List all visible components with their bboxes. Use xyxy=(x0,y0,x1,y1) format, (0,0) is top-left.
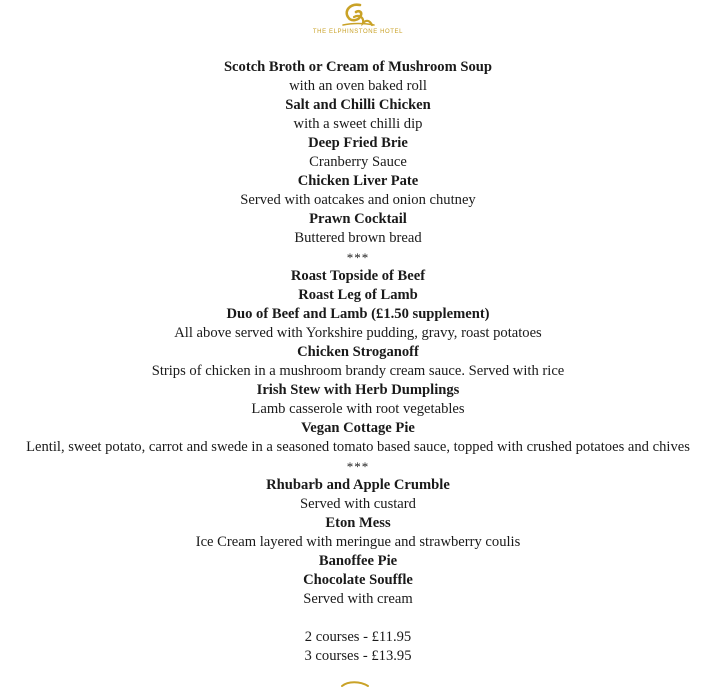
dessert-name: Banoffee Pie xyxy=(318,553,398,569)
course-separator: *** xyxy=(346,459,370,474)
starter-desc: Cranberry Sauce xyxy=(309,154,407,170)
footer-logo-icon xyxy=(340,680,370,688)
starters-section xyxy=(6,58,710,248)
dessert-name: Rhubarb and Apple Crumble xyxy=(266,477,450,493)
starter-desc: Served with oatcakes and onion chutney xyxy=(240,192,476,208)
starter-desc: with an oven baked roll xyxy=(289,78,427,94)
price-line: 3 courses - £13.95 xyxy=(304,648,412,664)
starter-name: Scotch Broth or Cream of Mushroom Soup xyxy=(223,59,493,75)
main-name: Chicken Stroganoff xyxy=(297,344,419,360)
spacer xyxy=(6,609,710,628)
dessert-desc: Ice Cream layered with meringue and strawberry coulis xyxy=(195,534,521,550)
main-desc: Lamb casserole with root vegetables xyxy=(251,401,465,417)
price-line: 2 courses - £11.95 xyxy=(304,629,412,645)
prices-section xyxy=(6,628,710,666)
starter-name: Chicken Liver Pate xyxy=(297,173,419,189)
desserts-section xyxy=(6,476,710,609)
main-name: Roast Topside of Beef xyxy=(290,268,426,284)
main-desc: Strips of chicken in a mushroom brandy cream sauce. Served with rice xyxy=(151,363,565,379)
dessert-desc: Served with cream xyxy=(303,591,413,607)
main-name: Roast Leg of Lamb xyxy=(298,287,418,303)
main-name: Duo of Beef and Lamb (£1.50 supplement) xyxy=(226,306,490,322)
starter-name: Salt and Chilli Chicken xyxy=(285,97,431,113)
main-desc: Lentil, sweet potato, carrot and swede in a seasoned tomato based sauce, topped with crushed potatoes and chives xyxy=(26,439,690,455)
hotel-logo xyxy=(0,2,716,44)
starter-desc: Buttered brown bread xyxy=(294,230,422,246)
dessert-name: Eton Mess xyxy=(325,515,391,531)
dessert-name: Chocolate Souffle xyxy=(303,572,413,588)
starter-desc: with a sweet chilli dip xyxy=(293,116,423,132)
main-name: Irish Stew with Herb Dumplings xyxy=(256,382,460,398)
starter-name: Prawn Cocktail xyxy=(309,211,407,227)
mains-section xyxy=(6,267,710,457)
starter-name: Deep Fried Brie xyxy=(308,135,408,151)
main-name: Vegan Cottage Pie xyxy=(301,420,415,436)
course-separator: *** xyxy=(346,250,370,265)
roasts-note: All above served with Yorkshire pudding, gravy, roast potatoes xyxy=(174,325,542,341)
hotel-logo-text: THE ELPHINSTONE HOTEL xyxy=(312,29,404,35)
menu xyxy=(6,58,710,666)
dessert-desc: Served with custard xyxy=(300,496,416,512)
elphinstone-monogram-icon xyxy=(334,2,382,28)
